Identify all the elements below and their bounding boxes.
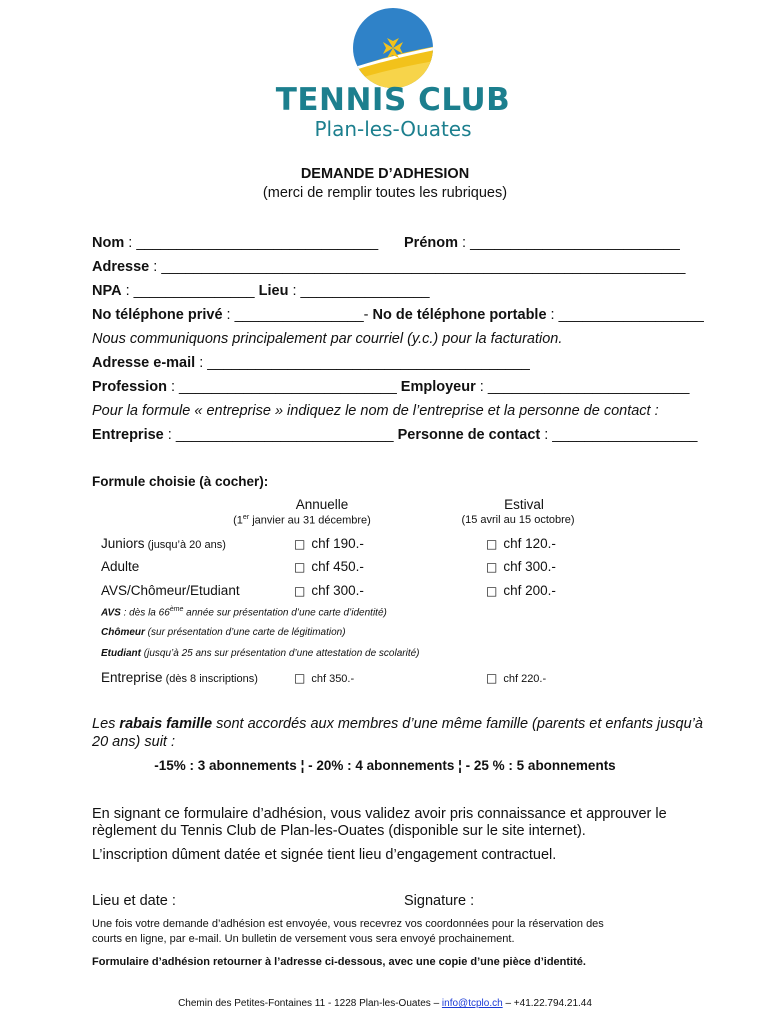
avs-note-sup: ème [169, 606, 184, 613]
adulte-estival-option[interactable] [486, 559, 556, 574]
juniors-estival-price: chf 120.- [503, 536, 556, 551]
form-title: DEMANDE D’ADHESION [300, 166, 470, 182]
email-line: : ________________________________________ [195, 355, 530, 371]
profession-line: : ___________________________ [166, 379, 397, 395]
juniors-label: Juniors [101, 536, 145, 551]
nom-line: : ______________________________ [124, 235, 379, 251]
avs-label: AVS/Chômeur/Etudiant [101, 583, 240, 598]
rabais-post: sont accordés aux membres d’une même famille (parents et enfants jusqu’à [212, 716, 703, 732]
rabais-tiers: -15% : 3 abonnements ¦ - 20% : 4 abonnements ¦ - 25 % : 5 abonnements [154, 758, 616, 773]
employeur-label: Employeur [400, 379, 476, 395]
entreprise-estival-option[interactable] [486, 671, 546, 685]
tel-label: No téléphone privé [92, 307, 223, 323]
avs-annuelle-option[interactable] [294, 583, 364, 598]
contact-label: Personne de contact [397, 427, 541, 443]
avs-annuelle-price: chf 300.- [311, 583, 364, 598]
nom-field[interactable] [92, 235, 378, 251]
entreprise-formule-note: (dès 8 inscriptions) [162, 673, 258, 685]
annuelle-period-post: janvier au 31 décembre) [249, 514, 371, 527]
courriel-note: Nous communiquons principalement par courriel (y.c.) pour la facturation. [92, 331, 563, 347]
avs-estival-checkbox[interactable]: □ [486, 584, 498, 598]
adresse-line: : _________________________________________________________________ [149, 259, 686, 275]
adulte-annuelle-checkbox[interactable]: □ [294, 560, 306, 574]
rabais-pre: Les [92, 716, 120, 732]
adulte-estival-price: chf 300.- [503, 559, 556, 574]
npa-lieu-field[interactable] [92, 283, 430, 299]
mobile-label: No de téléphone portable [372, 307, 547, 323]
telephone-field[interactable] [92, 307, 704, 323]
annuelle-title: Annuelle [295, 497, 349, 512]
footer-address [0, 998, 770, 1009]
adresse-label: Adresse [92, 259, 150, 275]
email-link[interactable]: info@tcplo.ch [441, 998, 503, 1009]
annuelle-period [202, 514, 402, 527]
phone-text: – +41.22.794.21.44 [502, 998, 592, 1009]
legal-p1-line2: règlement du Tennis Club de Plan-les-Ouates (disponible sur le site internet). [92, 823, 586, 839]
logo-graphic [262, 8, 524, 140]
employeur-line: : _________________________ [475, 379, 690, 395]
juniors-estival-option[interactable] [486, 536, 556, 551]
formule-heading: Formule choisie (à cocher): [92, 474, 269, 489]
logo-line1: TENNIS CLUB [275, 82, 511, 118]
lieu-line: : ________________ [288, 283, 430, 299]
adulte-annuelle-option[interactable] [294, 559, 364, 574]
prenom-field[interactable] [404, 235, 680, 251]
avs-note-bold: AVS [101, 607, 121, 619]
estival-title: Estival [504, 497, 544, 512]
estival-period: (15 avril au 15 octobre) [461, 514, 575, 526]
row-juniors-label [101, 536, 226, 551]
juniors-estival-checkbox[interactable]: □ [486, 537, 498, 551]
email-field[interactable] [92, 355, 530, 371]
entreprise-label: Entreprise [92, 427, 164, 443]
signature-field[interactable]: Signature : [404, 893, 475, 909]
entreprise-annuelle-checkbox[interactable]: □ [294, 671, 306, 685]
rabais-line1 [92, 716, 703, 732]
adulte-label: Adulte [101, 559, 140, 574]
npa-label: NPA [92, 283, 122, 299]
annuelle-period-sup: er [242, 514, 250, 521]
rabais-line2: 20 ans) suit : [92, 734, 176, 750]
lieu-date-field[interactable]: Lieu et date : [92, 893, 176, 909]
profession-field[interactable] [92, 379, 689, 395]
address-text: Chemin des Petites-Fontaines 11 - 1228 Plan-les-Ouates – [178, 998, 442, 1009]
avs-estival-option[interactable] [486, 583, 556, 598]
entreprise-annuelle-price: chf 350.- [311, 673, 355, 685]
juniors-annuelle-checkbox[interactable]: □ [294, 537, 306, 551]
chomeur-note-text: (sur présentation d’une carte de légitimation) [144, 627, 346, 638]
entreprise-estival-checkbox[interactable]: □ [486, 671, 498, 685]
footer-info-line1: Une fois votre demande d’adhésion est envoyée, vous recevrez vos coordonnées pour la réservation des [92, 918, 604, 930]
rabais-bold: rabais famille [119, 716, 213, 732]
row-entreprise-label [101, 670, 258, 685]
logo-line2: Plan-les-Ouates [314, 117, 472, 140]
chomeur-note [101, 627, 346, 638]
juniors-annuelle-option[interactable] [294, 536, 364, 551]
tel-line: : ________________- [222, 307, 369, 323]
lieu-label: Lieu [258, 283, 289, 299]
entreprise-formule-label: Entreprise [101, 670, 163, 685]
mobile-line: : __________________ [546, 307, 704, 323]
contact-line: : __________________ [540, 427, 698, 443]
form-subtitle: (merci de remplir toutes les rubriques) [262, 185, 508, 201]
profession-label: Profession [92, 379, 167, 395]
avs-note-post: année sur présentation d’une carte d’identité) [183, 607, 387, 619]
entreprise-line: : ___________________________ [163, 427, 394, 443]
avs-annuelle-checkbox[interactable]: □ [294, 584, 306, 598]
adulte-estival-checkbox[interactable]: □ [486, 560, 498, 574]
etudiant-note [101, 648, 420, 659]
prenom-line: : __________________________ [458, 235, 680, 251]
juniors-note: (jusqu’à 20 ans) [144, 539, 226, 551]
entreprise-estival-price: chf 220.- [503, 673, 547, 685]
juniors-annuelle-price: chf 190.- [311, 536, 364, 551]
avs-note-pre: : dès la 66 [120, 607, 170, 619]
avs-note [101, 606, 387, 618]
npa-line: : _______________ [121, 283, 255, 299]
nom-label: Nom [92, 235, 125, 251]
chomeur-note-bold: Chômeur [101, 627, 145, 638]
etudiant-note-bold: Etudiant [101, 648, 141, 659]
entreprise-annuelle-option[interactable] [294, 671, 354, 685]
entreprise-note: Pour la formule « entreprise » indiquez le nom de l’entreprise et la personne de contact : [92, 403, 659, 419]
etudiant-note-text: (jusqu’à 25 ans sur présentation d’une attestation de scolarité) [141, 648, 420, 659]
legal-p1-line1: En signant ce formulaire d’adhésion, vous validez avoir pris connaissance et approuver le [92, 806, 667, 822]
annuelle-period-pre: (1 [233, 514, 243, 527]
legal-p2: L’inscription dûment datée et signée tient lieu d’engagement contractuel. [92, 847, 557, 863]
footer-bold-note: Formulaire d’adhésion retourner à l’adresse ci-dessous, avec une copie d’une pièce d’identité. [92, 956, 586, 968]
adresse-field[interactable] [92, 259, 686, 275]
email-label: Adresse e-mail [92, 355, 196, 371]
entreprise-field[interactable] [92, 427, 697, 443]
prenom-label: Prénom [404, 235, 458, 251]
footer-info-line2: courts en ligne, par e-mail. Un bulletin de versement vous sera envoyé prochainement. [92, 933, 515, 945]
avs-estival-price: chf 200.- [503, 583, 556, 598]
adulte-annuelle-price: chf 450.- [311, 559, 364, 574]
club-logo [262, 8, 524, 140]
